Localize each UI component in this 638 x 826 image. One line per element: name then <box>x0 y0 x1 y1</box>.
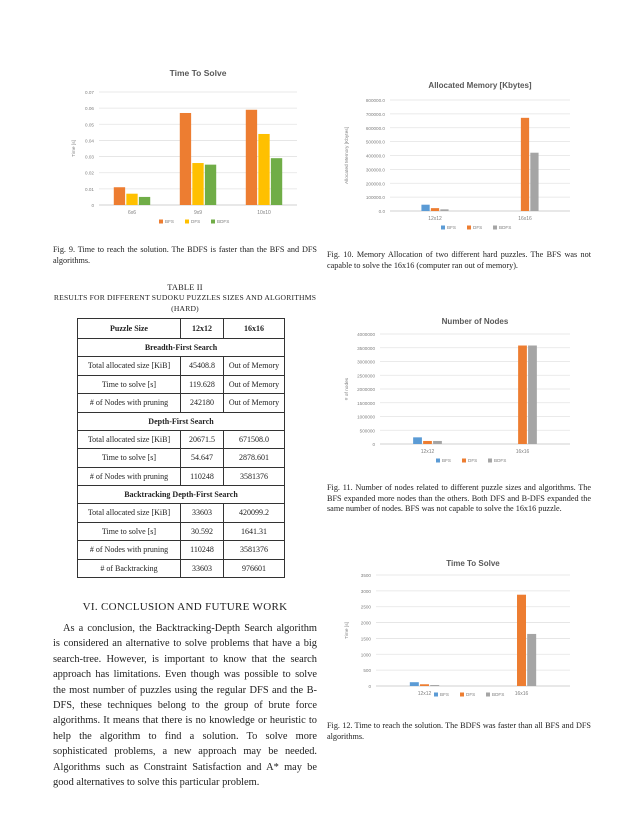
y-tick-label: 400000.0 <box>365 153 385 159</box>
table-row <box>78 541 285 560</box>
x-tick-label: 10x10 <box>257 210 271 216</box>
y-tick-label: 500000.0 <box>365 139 385 145</box>
y-axis-label: # of nodes <box>345 377 350 401</box>
chart-title: Allocated Memory [Kbytes] <box>428 81 532 90</box>
y-tick-label: 0 <box>368 684 371 689</box>
bar <box>271 158 282 205</box>
table-cell: 45408.8 <box>181 357 224 376</box>
y-tick-label: 700000.0 <box>365 111 385 117</box>
table-cell: 33603 <box>181 504 224 523</box>
table-label: TABLE II <box>167 283 203 292</box>
table-cell: Out of Memory <box>224 375 285 394</box>
table-cell: 110248 <box>181 467 224 486</box>
y-tick-label: 1500 <box>360 636 371 642</box>
table-row <box>78 504 285 523</box>
x-tick-label: 9x9 <box>193 210 203 216</box>
y-tick-label: 500 <box>363 668 371 674</box>
table-row <box>78 449 285 468</box>
y-tick-label: 0.0 <box>378 209 385 214</box>
table-row <box>78 467 285 486</box>
legend-label: BFS <box>440 692 449 697</box>
bar <box>527 634 536 686</box>
y-tick-label: 600000.0 <box>365 125 385 131</box>
y-tick-label: 1500000 <box>357 400 375 406</box>
y-tick-label: 0.07 <box>85 90 94 95</box>
legend-swatch <box>462 459 466 463</box>
results-table <box>77 318 285 578</box>
table-cell-label: Total allocated size [KiB] <box>78 357 181 376</box>
y-tick-label: 2000000 <box>357 387 375 392</box>
bar <box>430 685 439 686</box>
bar <box>421 205 429 211</box>
table-section-row <box>78 412 285 430</box>
legend-swatch <box>436 459 440 463</box>
bar <box>413 437 422 444</box>
bar <box>246 110 257 205</box>
figure-12-caption: Fig. 12. Time to reach the solution. The BDFS was faster than all BFS and DFS algorithms. <box>327 721 591 741</box>
table-cell: Out of Memory <box>224 357 285 376</box>
legend-label: DFS <box>466 692 476 697</box>
table-header-cell: Puzzle Size <box>78 319 181 339</box>
figure-11-caption: Fig. 11. Number of nodes related to different puzzle sizes and algorithms. The BFS expanded more nodes than the others. Both DFS and B-DFS expanded the same number of nodes. BFS was not capable to solve the 16x16 puzzle. <box>327 483 591 513</box>
table-cell-label: Total allocated size [KiB] <box>78 504 181 523</box>
table-cell-label: Time to solve [s] <box>78 449 181 468</box>
table-title: RESULTS FOR DIFFERENT SUDOKU PUZZLES SIZES AND ALGORITHMS (HARD) <box>53 293 317 313</box>
table-cell: 242180 <box>181 394 224 413</box>
bar <box>420 684 429 686</box>
table-section-row <box>78 339 285 357</box>
y-tick-label: 100000.0 <box>365 195 385 201</box>
y-tick-label: 2500000 <box>357 373 375 379</box>
y-tick-label: 0.05 <box>85 122 94 128</box>
y-tick-label: 2500 <box>360 604 371 610</box>
legend-swatch <box>441 226 445 230</box>
legend-swatch <box>467 226 471 230</box>
y-tick-label: 0.06 <box>85 106 94 112</box>
bar <box>431 208 439 211</box>
table-cell: 20671.5 <box>181 430 224 449</box>
bar <box>410 682 419 686</box>
legend-swatch <box>185 220 189 224</box>
legend-swatch <box>493 226 497 230</box>
table-section-row <box>78 486 285 504</box>
legend-label: BFS <box>447 225 456 230</box>
table-cell: 420099.2 <box>224 504 285 523</box>
legend-label: BDFS <box>494 458 507 463</box>
legend-swatch <box>488 459 492 463</box>
table-cell: Out of Memory <box>224 394 285 413</box>
x-tick-label: 12x12 <box>420 449 435 455</box>
x-tick-label: 16x16 <box>518 216 532 222</box>
table-row <box>78 430 285 449</box>
figure-9-caption: Fig. 9. Time to reach the solution. The BDFS is faster than the BFS and DFS algorithms. <box>53 245 317 265</box>
figure-12-chart <box>338 550 578 702</box>
table-row <box>78 357 285 376</box>
bar <box>114 187 125 205</box>
y-tick-label: 0.02 <box>85 170 94 176</box>
figure-11-chart <box>338 308 578 470</box>
table-row <box>78 375 285 394</box>
bar <box>423 441 432 444</box>
table-cell: 3581376 <box>224 541 285 560</box>
table-cell: 2878.601 <box>224 449 285 468</box>
y-tick-label: 3500000 <box>357 345 375 351</box>
bar <box>258 134 269 205</box>
figure-10-chart <box>338 72 578 237</box>
bar <box>530 153 538 211</box>
table-section-title: Breadth-First Search <box>78 339 285 357</box>
y-tick-label: 0 <box>372 442 375 447</box>
table-cell-label: # of Nodes with pruning <box>78 467 181 486</box>
bar <box>528 346 537 444</box>
bar <box>126 194 137 205</box>
bar <box>139 197 150 205</box>
y-tick-label: 800000.0 <box>365 98 385 103</box>
table-cell: 1641.31 <box>224 522 285 541</box>
table-cell: 671508.0 <box>224 430 285 449</box>
table-cell-label: Time to solve [s] <box>78 375 181 394</box>
table-header-cell: 16x16 <box>224 319 285 339</box>
section-heading: VI. CONCLUSION AND FUTURE WORK <box>82 601 288 613</box>
y-tick-label: 1000000 <box>357 414 375 420</box>
table-cell-label: # of Nodes with pruning <box>78 394 181 413</box>
table-row <box>78 559 285 578</box>
legend-label: DFS <box>191 219 201 224</box>
legend-label: BDFS <box>499 225 512 230</box>
legend-swatch <box>159 220 163 224</box>
bar <box>518 346 527 444</box>
y-tick-label: 3000000 <box>357 359 375 365</box>
x-tick-label: 12x12 <box>428 216 442 222</box>
y-tick-label: 500000 <box>359 428 375 434</box>
legend-label: DFS <box>473 225 483 230</box>
y-tick-label: 0.01 <box>85 186 94 192</box>
bar <box>180 113 191 205</box>
y-axis-label: Time [s] <box>345 622 350 639</box>
table-header-row <box>78 319 285 339</box>
y-tick-label: 0 <box>91 203 94 208</box>
table-cell: 33603 <box>181 559 224 578</box>
table-cell-label: Time to solve [s] <box>78 522 181 541</box>
table-section-title: Depth-First Search <box>78 412 285 430</box>
y-tick-label: 4000000 <box>357 332 375 337</box>
table-section-title: Backtracking Depth-First Search <box>78 486 285 504</box>
bar <box>517 595 526 686</box>
legend-label: BFS <box>442 458 451 463</box>
bar <box>192 163 203 205</box>
legend-label: BDFS <box>492 692 505 697</box>
table-cell-label: Total allocated size [KiB] <box>78 430 181 449</box>
y-tick-label: 200000.0 <box>365 181 385 187</box>
legend-label: BFS <box>165 219 174 224</box>
figure-10-caption: Fig. 10. Memory Allocation of two different hard puzzles. The BFS was not capable to solve the 16x16 (computer ran out of memory). <box>327 250 591 270</box>
y-tick-label: 300000.0 <box>365 167 385 173</box>
y-tick-label: 3500 <box>360 573 371 578</box>
table-header-cell: 12x12 <box>181 319 224 339</box>
y-axis-label: Allocated Memory [Kbytes] <box>345 126 350 185</box>
table-cell-label: # of Nodes with pruning <box>78 541 181 560</box>
legend-swatch <box>434 693 438 697</box>
figure-9-chart <box>65 60 305 232</box>
x-tick-label: 16x16 <box>515 449 530 455</box>
table-cell: 119.628 <box>181 375 224 394</box>
chart-title: Time To Solve <box>169 68 227 78</box>
y-tick-label: 3000 <box>360 588 371 594</box>
x-tick-label: 12x12 <box>417 691 432 697</box>
y-tick-label: 1000 <box>360 652 371 658</box>
y-axis-label: Time [s] <box>72 140 77 157</box>
bar <box>433 441 442 444</box>
chart-title: Number of Nodes <box>441 317 509 326</box>
bar <box>521 118 529 211</box>
y-tick-label: 2000 <box>360 620 371 626</box>
y-tick-label: 0.04 <box>85 138 94 144</box>
legend-swatch <box>486 693 490 697</box>
x-tick-label: 16x16 <box>514 691 529 697</box>
table-cell: 976601 <box>224 559 285 578</box>
y-tick-label: 0.03 <box>85 154 94 160</box>
bar <box>440 209 448 211</box>
legend-swatch <box>211 220 215 224</box>
section-body: As a conclusion, the Backtracking-Depth Search algorithm is considered an alternative to solve problems that have a big search-tree. However, is important to know that the search approach has limitations. Even though was possible to solve the most number of puzzles using the regular DFS and the B-DFS, these techniques belong to the group of brute force algorithms. It means that there is no knowledge or heuristic to help the algorithm to find a solution. To solve more sophisticated problems, a new approach may be needed. Algorithms such as Constraint Satisfaction and A* may be good alternatives to solve this particular problem. <box>53 623 317 789</box>
table-cell: 30.592 <box>181 522 224 541</box>
table-row <box>78 394 285 413</box>
chart-title: Time To Solve <box>446 559 500 568</box>
table-cell: 3581376 <box>224 467 285 486</box>
legend-swatch <box>460 693 464 697</box>
x-tick-label: 6x6 <box>127 210 137 216</box>
legend-label: BDFS <box>217 219 230 224</box>
table-cell-label: # of Backtracking <box>78 559 181 578</box>
table-cell: 54.647 <box>181 449 224 468</box>
table-row <box>78 522 285 541</box>
legend-label: DFS <box>468 458 478 463</box>
table-cell: 110248 <box>181 541 224 560</box>
bar <box>205 165 216 205</box>
